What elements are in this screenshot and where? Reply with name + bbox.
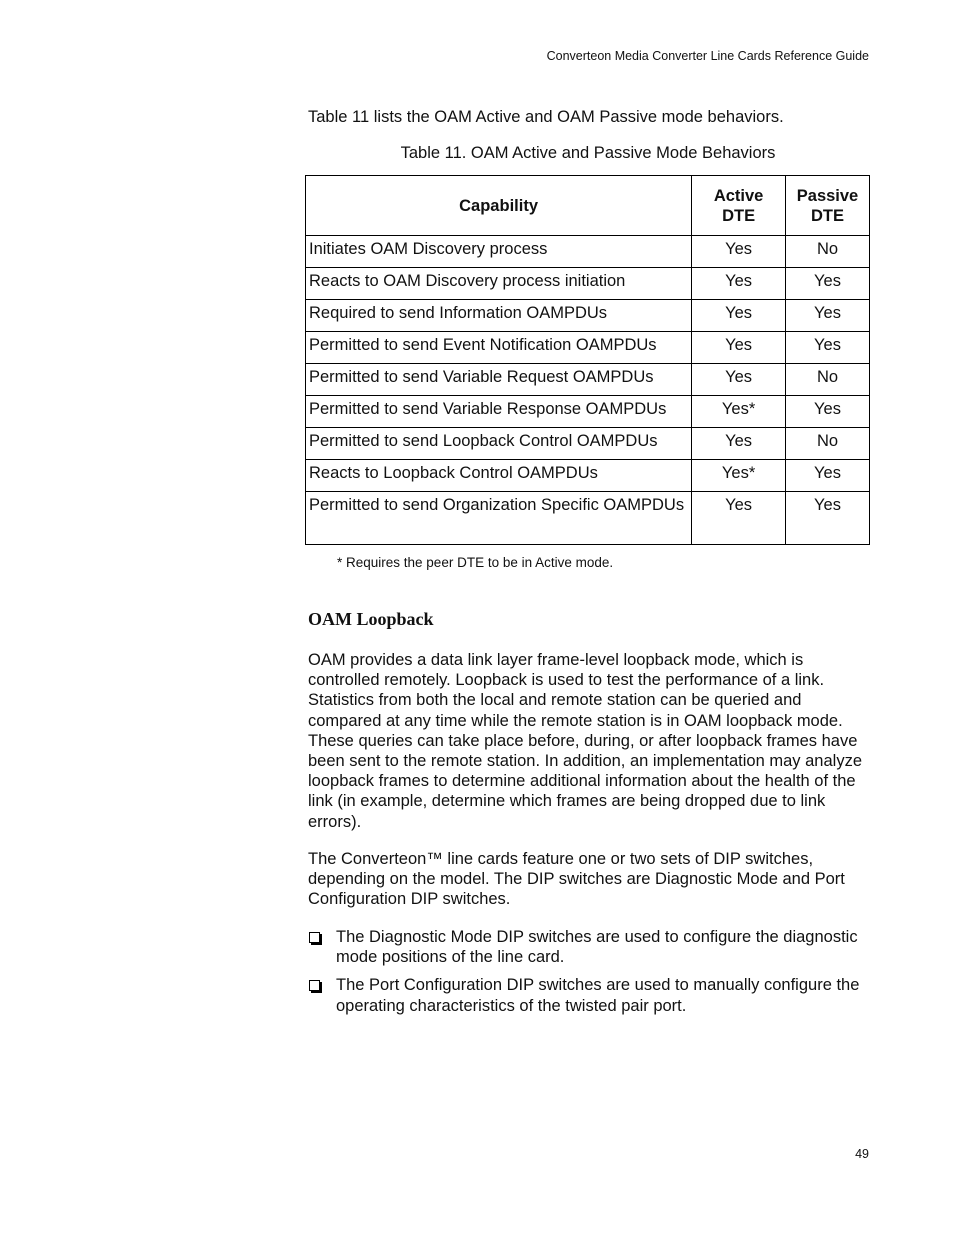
table-row (306, 396, 870, 428)
table-row (306, 460, 870, 492)
running-header: Converteon Media Converter Line Cards Reference Guide (546, 49, 869, 63)
table-row (306, 300, 870, 332)
checkbox-bullet-icon (309, 980, 320, 991)
cell-passive: Yes (786, 268, 870, 300)
header-active-line2: DTE (722, 206, 756, 225)
cell-passive: No (786, 364, 870, 396)
header-active-line1: Active (713, 186, 764, 205)
cell-active: Yes* (692, 460, 786, 492)
header-capability: Capability (306, 176, 692, 236)
cell-active: Yes (692, 428, 786, 460)
intro-text: Table 11 lists the OAM Active and OAM Passive mode behaviors. (308, 108, 784, 126)
table-row (306, 428, 870, 460)
cell-capability: Initiates OAM Discovery process (306, 236, 692, 268)
header-passive-line1: Passive (796, 186, 859, 205)
cell-capability: Permitted to send Event Notification OAMPDUs (306, 332, 692, 364)
cell-passive: No (786, 236, 870, 268)
cell-capability: Permitted to send Loopback Control OAMPDUs (306, 428, 692, 460)
table-row (306, 236, 870, 268)
cell-active: Yes (692, 236, 786, 268)
list-item-text: The Diagnostic Mode DIP switches are used to configure the diagnostic mode positions of the line card. (336, 928, 858, 967)
header-passive-line2: DTE (811, 206, 844, 225)
header-passive-dte (786, 176, 870, 236)
cell-active: Yes* (692, 396, 786, 428)
bullet-list (308, 927, 873, 1024)
cell-active: Yes (692, 364, 786, 396)
cell-passive: Yes (786, 460, 870, 492)
cell-capability: Permitted to send Variable Response OAMPDUs (306, 396, 692, 428)
table-footnote: * Requires the peer DTE to be in Active mode. (337, 555, 614, 570)
cell-passive: Yes (786, 332, 870, 364)
checkbox-bullet-icon (309, 932, 320, 943)
list-item-text: The Port Configuration DIP switches are used to manually configure the operating characteristics of the twisted pair port. (336, 976, 860, 1015)
cell-capability: Permitted to send Organization Specific OAMPDUs (306, 492, 692, 545)
table-row (306, 332, 870, 364)
cell-capability: Reacts to OAM Discovery process initiation (306, 268, 692, 300)
cell-capability: Reacts to Loopback Control OAMPDUs (306, 460, 692, 492)
table-header-row (306, 176, 870, 236)
cell-capability: Permitted to send Variable Request OAMPDUs (306, 364, 692, 396)
cell-active: Yes (692, 332, 786, 364)
cell-passive: No (786, 428, 870, 460)
paragraph-loopback: OAM provides a data link layer frame-level loopback mode, which is controlled remotely. Loopback is used to test the performance of a link. Statistics from both the local and remote station can be queried and compared at any time while the remote station is in OAM loopback mode. These queries can take place before, during, or after loopback frames have been sent to the remote station. In addition, an implementation may analyze loopback frames to determine additional information about the health of the link (in example, determine which frames are being dropped due to link errors). (308, 651, 862, 831)
list-item (308, 975, 873, 1015)
paragraph-dip-switches: The Converteon™ line cards feature one or two sets of DIP switches, depending on the model. The DIP switches are Diagnostic Mode and Port Configuration DIP switches. (308, 850, 845, 909)
cell-passive: Yes (786, 300, 870, 332)
cell-active: Yes (692, 492, 786, 545)
table-row (306, 268, 870, 300)
oam-behaviors-table (305, 175, 870, 545)
cell-active: Yes (692, 268, 786, 300)
header-active-dte (692, 176, 786, 236)
cell-active: Yes (692, 300, 786, 332)
table-row (306, 364, 870, 396)
list-item (308, 927, 873, 967)
page-number: 49 (855, 1147, 869, 1161)
table-row (306, 492, 870, 545)
section-heading: OAM Loopback (308, 609, 434, 629)
table-caption: Table 11. OAM Active and Passive Mode Behaviors (400, 144, 776, 162)
cell-passive: Yes (786, 492, 870, 545)
cell-capability: Required to send Information OAMPDUs (306, 300, 692, 332)
cell-passive: Yes (786, 396, 870, 428)
